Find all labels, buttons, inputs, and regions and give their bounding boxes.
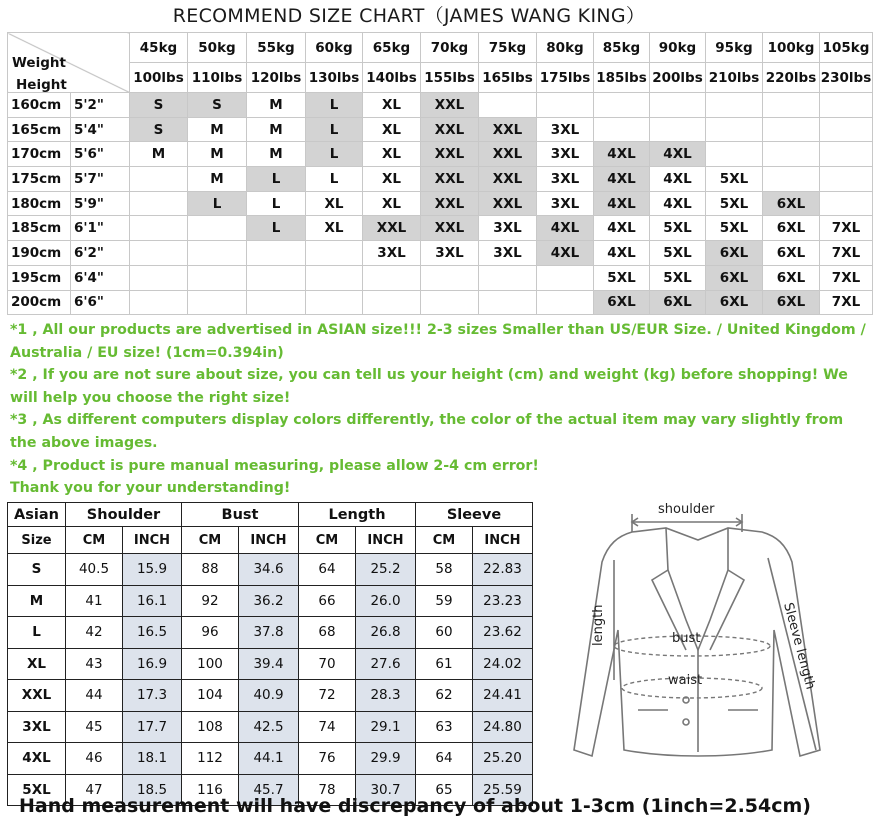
cm-value: 40.5 <box>66 554 123 586</box>
size-cell: 6XL <box>763 216 820 241</box>
diagram-sleeve-label: Sleeve length <box>780 601 818 692</box>
cm-value: 42 <box>66 617 123 649</box>
size-cell: 3XL <box>363 241 421 266</box>
size-cell <box>130 216 188 241</box>
size-cell: S <box>130 117 188 142</box>
size-chart-row <box>8 265 873 290</box>
size-label: L <box>8 617 66 649</box>
size-cell <box>820 167 873 192</box>
inch-value: 30.7 <box>356 774 416 806</box>
cm-value: 65 <box>416 774 473 806</box>
measurement-row <box>8 617 533 649</box>
inch-value: 25.20 <box>473 743 533 775</box>
size-cell <box>479 265 537 290</box>
size-cell: XL <box>363 142 421 167</box>
kg-header: 60kg <box>306 33 363 63</box>
size-cell <box>306 265 363 290</box>
size-cell: 5XL <box>650 265 706 290</box>
size-cell <box>650 117 706 142</box>
size-cell: XXL <box>363 216 421 241</box>
cm-header: CM <box>66 527 123 554</box>
inch-value: 24.80 <box>473 711 533 743</box>
lbs-header: 220lbs <box>763 63 820 93</box>
size-cell: 4XL <box>594 142 650 167</box>
inch-value: 18.1 <box>123 743 182 775</box>
cm-value: 44 <box>66 680 123 712</box>
cm-value: 76 <box>299 743 356 775</box>
kg-header: 55kg <box>247 33 306 63</box>
cm-value: 96 <box>182 617 239 649</box>
page-title: RECOMMEND SIZE CHART（JAMES WANG KING） <box>172 5 646 27</box>
cm-value: 58 <box>416 554 473 586</box>
size-cell <box>537 93 594 118</box>
footer-note: Hand measurement will have discrepancy of about 1-3cm (1inch=2.54cm) <box>19 795 811 817</box>
cm-value: 45 <box>66 711 123 743</box>
cm-value: 63 <box>416 711 473 743</box>
cm-value: 92 <box>182 585 239 617</box>
size-cell: 3XL <box>537 167 594 192</box>
inch-value: 17.7 <box>123 711 182 743</box>
size-cell <box>247 241 306 266</box>
size-cell: M <box>247 142 306 167</box>
size-cell: 4XL <box>650 142 706 167</box>
size-cell <box>706 93 763 118</box>
kg-header: 50kg <box>188 33 247 63</box>
size-cell: 4XL <box>537 241 594 266</box>
inch-value: 29.1 <box>356 711 416 743</box>
size-cell: 6XL <box>650 290 706 315</box>
size-cell: XXL <box>479 191 537 216</box>
lbs-header: 110lbs <box>188 63 247 93</box>
lbs-header: 230lbs <box>820 63 873 93</box>
size-label: XL <box>8 648 66 680</box>
cm-value: 68 <box>299 617 356 649</box>
weight-label: Weight <box>12 55 66 71</box>
size-cell: XXL <box>421 167 479 192</box>
size-cell: 6XL <box>763 265 820 290</box>
kg-header: 95kg <box>706 33 763 63</box>
size-cell <box>421 290 479 315</box>
size-cell: XL <box>306 191 363 216</box>
notes <box>10 319 870 500</box>
size-chart-row <box>8 142 873 167</box>
weight-height-header <box>8 33 130 93</box>
kg-header: 105kg <box>820 33 873 63</box>
note-line: *1 , All our products are advertised in ASIAN size!!! 2-3 sizes Smaller than US/EUR Size. / United Kingdom / Australia / EU size! (1cm=0.394in) <box>10 322 866 361</box>
note-line: *4 , Product is pure manual measuring, please allow 2-4 cm error! <box>10 457 539 474</box>
inch-header: INCH <box>473 527 533 554</box>
cm-value: 112 <box>182 743 239 775</box>
diagram-bust-label: bust <box>672 631 701 646</box>
size-cell: XL <box>363 167 421 192</box>
size-cell: 4XL <box>537 216 594 241</box>
lbs-header: 100lbs <box>130 63 188 93</box>
size-cell <box>130 191 188 216</box>
asian-header: Asian <box>8 503 66 527</box>
size-cell: XL <box>363 191 421 216</box>
size-cell: XXL <box>479 167 537 192</box>
size-cell: L <box>188 191 247 216</box>
cm-value: 64 <box>416 743 473 775</box>
size-cell: XXL <box>479 117 537 142</box>
measurement-row <box>8 680 533 712</box>
inch-value: 45.7 <box>239 774 299 806</box>
size-cell: 6XL <box>594 290 650 315</box>
size-cell: 4XL <box>650 191 706 216</box>
size-cell <box>537 290 594 315</box>
inch-value: 16.1 <box>123 585 182 617</box>
size-cell: 4XL <box>594 216 650 241</box>
inch-value: 28.3 <box>356 680 416 712</box>
size-cell: XXL <box>421 93 479 118</box>
lbs-header: 175lbs <box>537 63 594 93</box>
size-chart-row <box>8 117 873 142</box>
size-chart-row <box>8 241 873 266</box>
group-header: Shoulder <box>66 503 182 527</box>
size-cell <box>130 265 188 290</box>
measurement-row <box>8 554 533 586</box>
size-label: 4XL <box>8 743 66 775</box>
lbs-header: 165lbs <box>479 63 537 93</box>
inch-value: 39.4 <box>239 648 299 680</box>
inch-value: 26.8 <box>356 617 416 649</box>
size-label: 5XL <box>8 774 66 806</box>
size-cell <box>650 93 706 118</box>
cm-value: 62 <box>416 680 473 712</box>
kg-header: 75kg <box>479 33 537 63</box>
size-cell: 5XL <box>706 191 763 216</box>
size-cell <box>594 93 650 118</box>
cm-value: 104 <box>182 680 239 712</box>
kg-header: 85kg <box>594 33 650 63</box>
size-cell <box>363 265 421 290</box>
size-cell: 5XL <box>706 167 763 192</box>
height-ft: 5'7" <box>71 167 130 192</box>
note-line: *3 , As different computers display colors differently, the color of the actual item may vary slightly from the above images. <box>10 412 844 451</box>
cm-header: CM <box>299 527 356 554</box>
height-ft: 5'2" <box>71 93 130 118</box>
size-cell: 3XL <box>537 117 594 142</box>
size-cell <box>421 265 479 290</box>
height-ft: 6'6" <box>71 290 130 315</box>
height-ft: 5'9" <box>71 191 130 216</box>
size-cell: S <box>130 93 188 118</box>
size-cell: M <box>247 117 306 142</box>
size-cell: 5XL <box>594 265 650 290</box>
size-cell: 4XL <box>594 167 650 192</box>
height-cm: 165cm <box>8 117 71 142</box>
size-cell <box>130 290 188 315</box>
size-cell: XXL <box>421 117 479 142</box>
size-cell: XXL <box>421 216 479 241</box>
measurement-row <box>8 743 533 775</box>
height-cm: 195cm <box>8 265 71 290</box>
height-cm: 170cm <box>8 142 71 167</box>
size-chart-table <box>7 32 873 315</box>
cm-value: 47 <box>66 774 123 806</box>
size-cell: S <box>188 93 247 118</box>
inch-value: 40.9 <box>239 680 299 712</box>
inch-header: INCH <box>356 527 416 554</box>
size-label: M <box>8 585 66 617</box>
size-cell <box>306 241 363 266</box>
lbs-header: 140lbs <box>363 63 421 93</box>
height-cm: 190cm <box>8 241 71 266</box>
size-cell: L <box>306 93 363 118</box>
height-cm: 200cm <box>8 290 71 315</box>
size-cell: 3XL <box>479 216 537 241</box>
size-cell: 5XL <box>650 241 706 266</box>
lbs-header: 200lbs <box>650 63 706 93</box>
size-cell: L <box>247 191 306 216</box>
size-cell <box>537 265 594 290</box>
size-cell: 6XL <box>706 265 763 290</box>
size-cell: XXL <box>421 191 479 216</box>
size-cell: XXL <box>421 142 479 167</box>
diagram-length-label: length <box>591 604 606 646</box>
size-cell: L <box>306 167 363 192</box>
measurement-row <box>8 585 533 617</box>
size-cell: L <box>306 117 363 142</box>
size-cell: 3XL <box>479 241 537 266</box>
height-cm: 185cm <box>8 216 71 241</box>
size-cell: 6XL <box>706 241 763 266</box>
size-cell <box>479 93 537 118</box>
height-label: Height <box>16 77 67 93</box>
diagram-shoulder-label: shoulder <box>658 502 715 517</box>
size-cell: M <box>130 142 188 167</box>
size-cell <box>363 290 421 315</box>
size-cell <box>820 117 873 142</box>
size-cell: L <box>247 167 306 192</box>
height-ft: 5'4" <box>71 117 130 142</box>
size-cell <box>188 290 247 315</box>
inch-value: 34.6 <box>239 554 299 586</box>
inch-value: 37.8 <box>239 617 299 649</box>
cm-value: 59 <box>416 585 473 617</box>
cm-value: 43 <box>66 648 123 680</box>
cm-value: 66 <box>299 585 356 617</box>
height-ft: 6'2" <box>71 241 130 266</box>
cm-value: 72 <box>299 680 356 712</box>
size-cell: M <box>247 93 306 118</box>
group-header: Sleeve <box>416 503 533 527</box>
inch-value: 16.5 <box>123 617 182 649</box>
inch-value: 22.83 <box>473 554 533 586</box>
size-cell: M <box>188 167 247 192</box>
size-cell: 7XL <box>820 216 873 241</box>
cm-value: 60 <box>416 617 473 649</box>
size-cell: 4XL <box>594 241 650 266</box>
inch-value: 27.6 <box>356 648 416 680</box>
note-line: *2 , If you are not sure about size, you can tell us your height (cm) and weight (kg) before shopping! We will help you choose the right size! <box>10 367 848 406</box>
lbs-header: 130lbs <box>306 63 363 93</box>
kg-header: 90kg <box>650 33 706 63</box>
size-cell <box>188 216 247 241</box>
size-chart-row <box>8 216 873 241</box>
size-cell: L <box>306 142 363 167</box>
size-cell <box>479 290 537 315</box>
inch-value: 44.1 <box>239 743 299 775</box>
cm-value: 41 <box>66 585 123 617</box>
measurement-row <box>8 648 533 680</box>
height-cm: 160cm <box>8 93 71 118</box>
kg-header: 45kg <box>130 33 188 63</box>
inch-value: 26.0 <box>356 585 416 617</box>
measurement-table <box>7 502 533 806</box>
size-cell: 7XL <box>820 290 873 315</box>
cm-value: 78 <box>299 774 356 806</box>
size-cell: 5XL <box>706 216 763 241</box>
size-cell <box>763 142 820 167</box>
size-cell <box>247 265 306 290</box>
size-cell: XL <box>306 216 363 241</box>
inch-value: 24.02 <box>473 648 533 680</box>
kg-header: 80kg <box>537 33 594 63</box>
cm-value: 61 <box>416 648 473 680</box>
size-cell: 3XL <box>537 191 594 216</box>
size-cell: XL <box>363 93 421 118</box>
size-cell: 5XL <box>650 216 706 241</box>
size-cell: 4XL <box>650 167 706 192</box>
inch-header: INCH <box>123 527 182 554</box>
size-cell <box>763 167 820 192</box>
size-cell: 3XL <box>421 241 479 266</box>
kg-header: 65kg <box>363 33 421 63</box>
cm-value: 70 <box>299 648 356 680</box>
size-cell: 4XL <box>594 191 650 216</box>
diagram-waist-label: waist <box>668 673 703 688</box>
size-cell <box>820 191 873 216</box>
size-cell <box>130 167 188 192</box>
size-cell: M <box>188 117 247 142</box>
size-label: XXL <box>8 680 66 712</box>
lbs-header: 185lbs <box>594 63 650 93</box>
inch-value: 36.2 <box>239 585 299 617</box>
inch-value: 16.9 <box>123 648 182 680</box>
inch-value: 17.3 <box>123 680 182 712</box>
cm-header: CM <box>182 527 239 554</box>
size-cell: XXL <box>479 142 537 167</box>
size-cell: L <box>247 216 306 241</box>
inch-value: 18.5 <box>123 774 182 806</box>
size-chart-row <box>8 290 873 315</box>
size-cell <box>706 117 763 142</box>
size-cell <box>188 265 247 290</box>
size-cell <box>306 290 363 315</box>
size-header: Size <box>8 527 66 554</box>
size-cell <box>763 93 820 118</box>
inch-value: 23.23 <box>473 585 533 617</box>
inch-value: 24.41 <box>473 680 533 712</box>
height-ft: 5'6" <box>71 142 130 167</box>
size-cell <box>130 241 188 266</box>
inch-value: 25.59 <box>473 774 533 806</box>
size-label: S <box>8 554 66 586</box>
lbs-header: 210lbs <box>706 63 763 93</box>
size-cell <box>594 117 650 142</box>
size-chart-row <box>8 93 873 118</box>
inch-value: 42.5 <box>239 711 299 743</box>
lbs-header: 120lbs <box>247 63 306 93</box>
inch-header: INCH <box>239 527 299 554</box>
size-cell: 7XL <box>820 241 873 266</box>
size-cell <box>763 117 820 142</box>
size-chart-row <box>8 191 873 216</box>
cm-value: 88 <box>182 554 239 586</box>
size-cell: 3XL <box>537 142 594 167</box>
size-cell <box>820 142 873 167</box>
size-cell: 6XL <box>763 241 820 266</box>
size-cell <box>820 93 873 118</box>
jacket-diagram <box>568 500 830 764</box>
size-cell: M <box>188 142 247 167</box>
height-cm: 180cm <box>8 191 71 216</box>
size-cell: 6XL <box>763 290 820 315</box>
inch-value: 29.9 <box>356 743 416 775</box>
group-header: Bust <box>182 503 299 527</box>
inch-value: 23.62 <box>473 617 533 649</box>
size-cell: 6XL <box>706 290 763 315</box>
kg-header: 100kg <box>763 33 820 63</box>
size-label: 3XL <box>8 711 66 743</box>
inch-value: 15.9 <box>123 554 182 586</box>
height-cm: 175cm <box>8 167 71 192</box>
size-cell <box>247 290 306 315</box>
cm-value: 74 <box>299 711 356 743</box>
size-cell <box>706 142 763 167</box>
size-cell <box>188 241 247 266</box>
cm-value: 64 <box>299 554 356 586</box>
size-chart-row <box>8 167 873 192</box>
measurement-row <box>8 711 533 743</box>
cm-value: 116 <box>182 774 239 806</box>
kg-header: 70kg <box>421 33 479 63</box>
group-header: Length <box>299 503 416 527</box>
cm-value: 108 <box>182 711 239 743</box>
height-ft: 6'1" <box>71 216 130 241</box>
note-line: Thank you for your understanding! <box>10 480 291 497</box>
cm-header: CM <box>416 527 473 554</box>
height-ft: 6'4" <box>71 265 130 290</box>
size-cell: 6XL <box>763 191 820 216</box>
cm-value: 46 <box>66 743 123 775</box>
size-cell: 7XL <box>820 265 873 290</box>
inch-value: 25.2 <box>356 554 416 586</box>
size-cell: XL <box>363 117 421 142</box>
cm-value: 100 <box>182 648 239 680</box>
lbs-header: 155lbs <box>421 63 479 93</box>
